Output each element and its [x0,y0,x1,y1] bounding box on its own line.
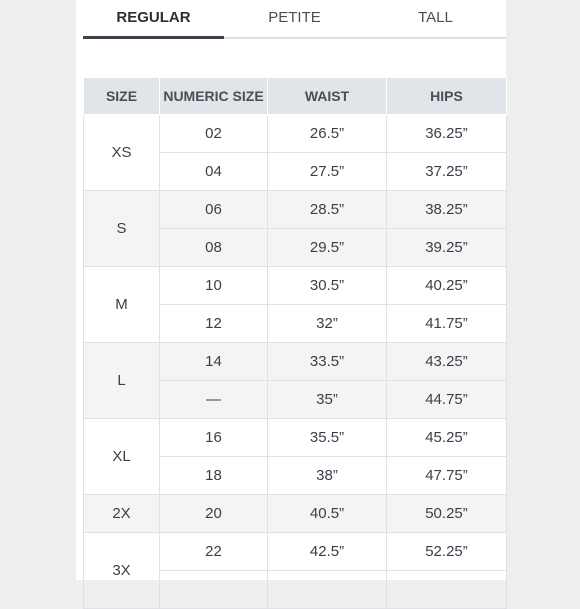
numeric-size-cell: 22 [160,533,268,571]
table-row [84,115,507,153]
hips-cell: 39.25” [387,229,507,267]
numeric-size-cell: 02 [160,115,268,153]
numeric-size-cell: 06 [160,191,268,229]
table-row [84,267,507,305]
numeric-size-cell [160,571,268,609]
waist-cell: 27.5” [268,153,387,191]
size-label: XL [84,419,160,495]
table-row [84,191,507,229]
numeric-size-cell: 20 [160,495,268,533]
hips-cell: 52.25” [387,533,507,571]
table-row [84,495,507,533]
waist-cell: 32” [268,305,387,343]
numeric-size-cell: 10 [160,267,268,305]
hips-cell: 36.25” [387,115,507,153]
numeric-size-cell: — [160,381,268,419]
numeric-size-cell: 16 [160,419,268,457]
waist-cell: 38” [268,457,387,495]
hips-cell: 41.75” [387,305,507,343]
hips-cell: 43.25” [387,343,507,381]
hips-cell: 40.25” [387,267,507,305]
numeric-size-cell: 04 [160,153,268,191]
waist-cell: 42.5” [268,533,387,571]
size-label: L [84,343,160,419]
waist-cell [268,571,387,609]
hips-cell: 44.75” [387,381,507,419]
size-label: 3X [84,533,160,609]
hips-cell: 37.25” [387,153,507,191]
waist-cell: 35” [268,381,387,419]
header-waist: WAIST [268,78,387,115]
header-numeric-size: NUMERIC SIZE [160,78,268,115]
size-label: S [84,191,160,267]
numeric-size-cell: 18 [160,457,268,495]
waist-cell: 35.5” [268,419,387,457]
size-label: XS [84,115,160,191]
tab-tall[interactable]: TALL [418,9,453,26]
numeric-size-cell: 14 [160,343,268,381]
hips-cell: 45.25” [387,419,507,457]
hips-cell [387,571,507,609]
waist-cell: 33.5” [268,343,387,381]
hips-cell: 38.25” [387,191,507,229]
waist-cell: 30.5” [268,267,387,305]
size-label: 2X [84,495,160,533]
header-hips: HIPS [387,78,507,115]
waist-cell: 40.5” [268,495,387,533]
hips-cell: 50.25” [387,495,507,533]
waist-cell: 26.5” [268,115,387,153]
numeric-size-cell: 08 [160,229,268,267]
numeric-size-cell: 12 [160,305,268,343]
size-label: M [84,267,160,343]
header-size: SIZE [84,78,160,115]
table-row [84,419,507,457]
tab-regular[interactable]: REGULAR [83,0,224,37]
table-row [84,533,507,571]
fit-tabs [83,0,506,40]
tab-petite[interactable]: PETITE [268,9,321,26]
size-chart-panel [76,0,506,580]
size-table [83,77,507,609]
waist-cell: 29.5” [268,229,387,267]
table-row [84,343,507,381]
table-header-row [84,78,507,115]
hips-cell: 47.75” [387,457,507,495]
waist-cell: 28.5” [268,191,387,229]
